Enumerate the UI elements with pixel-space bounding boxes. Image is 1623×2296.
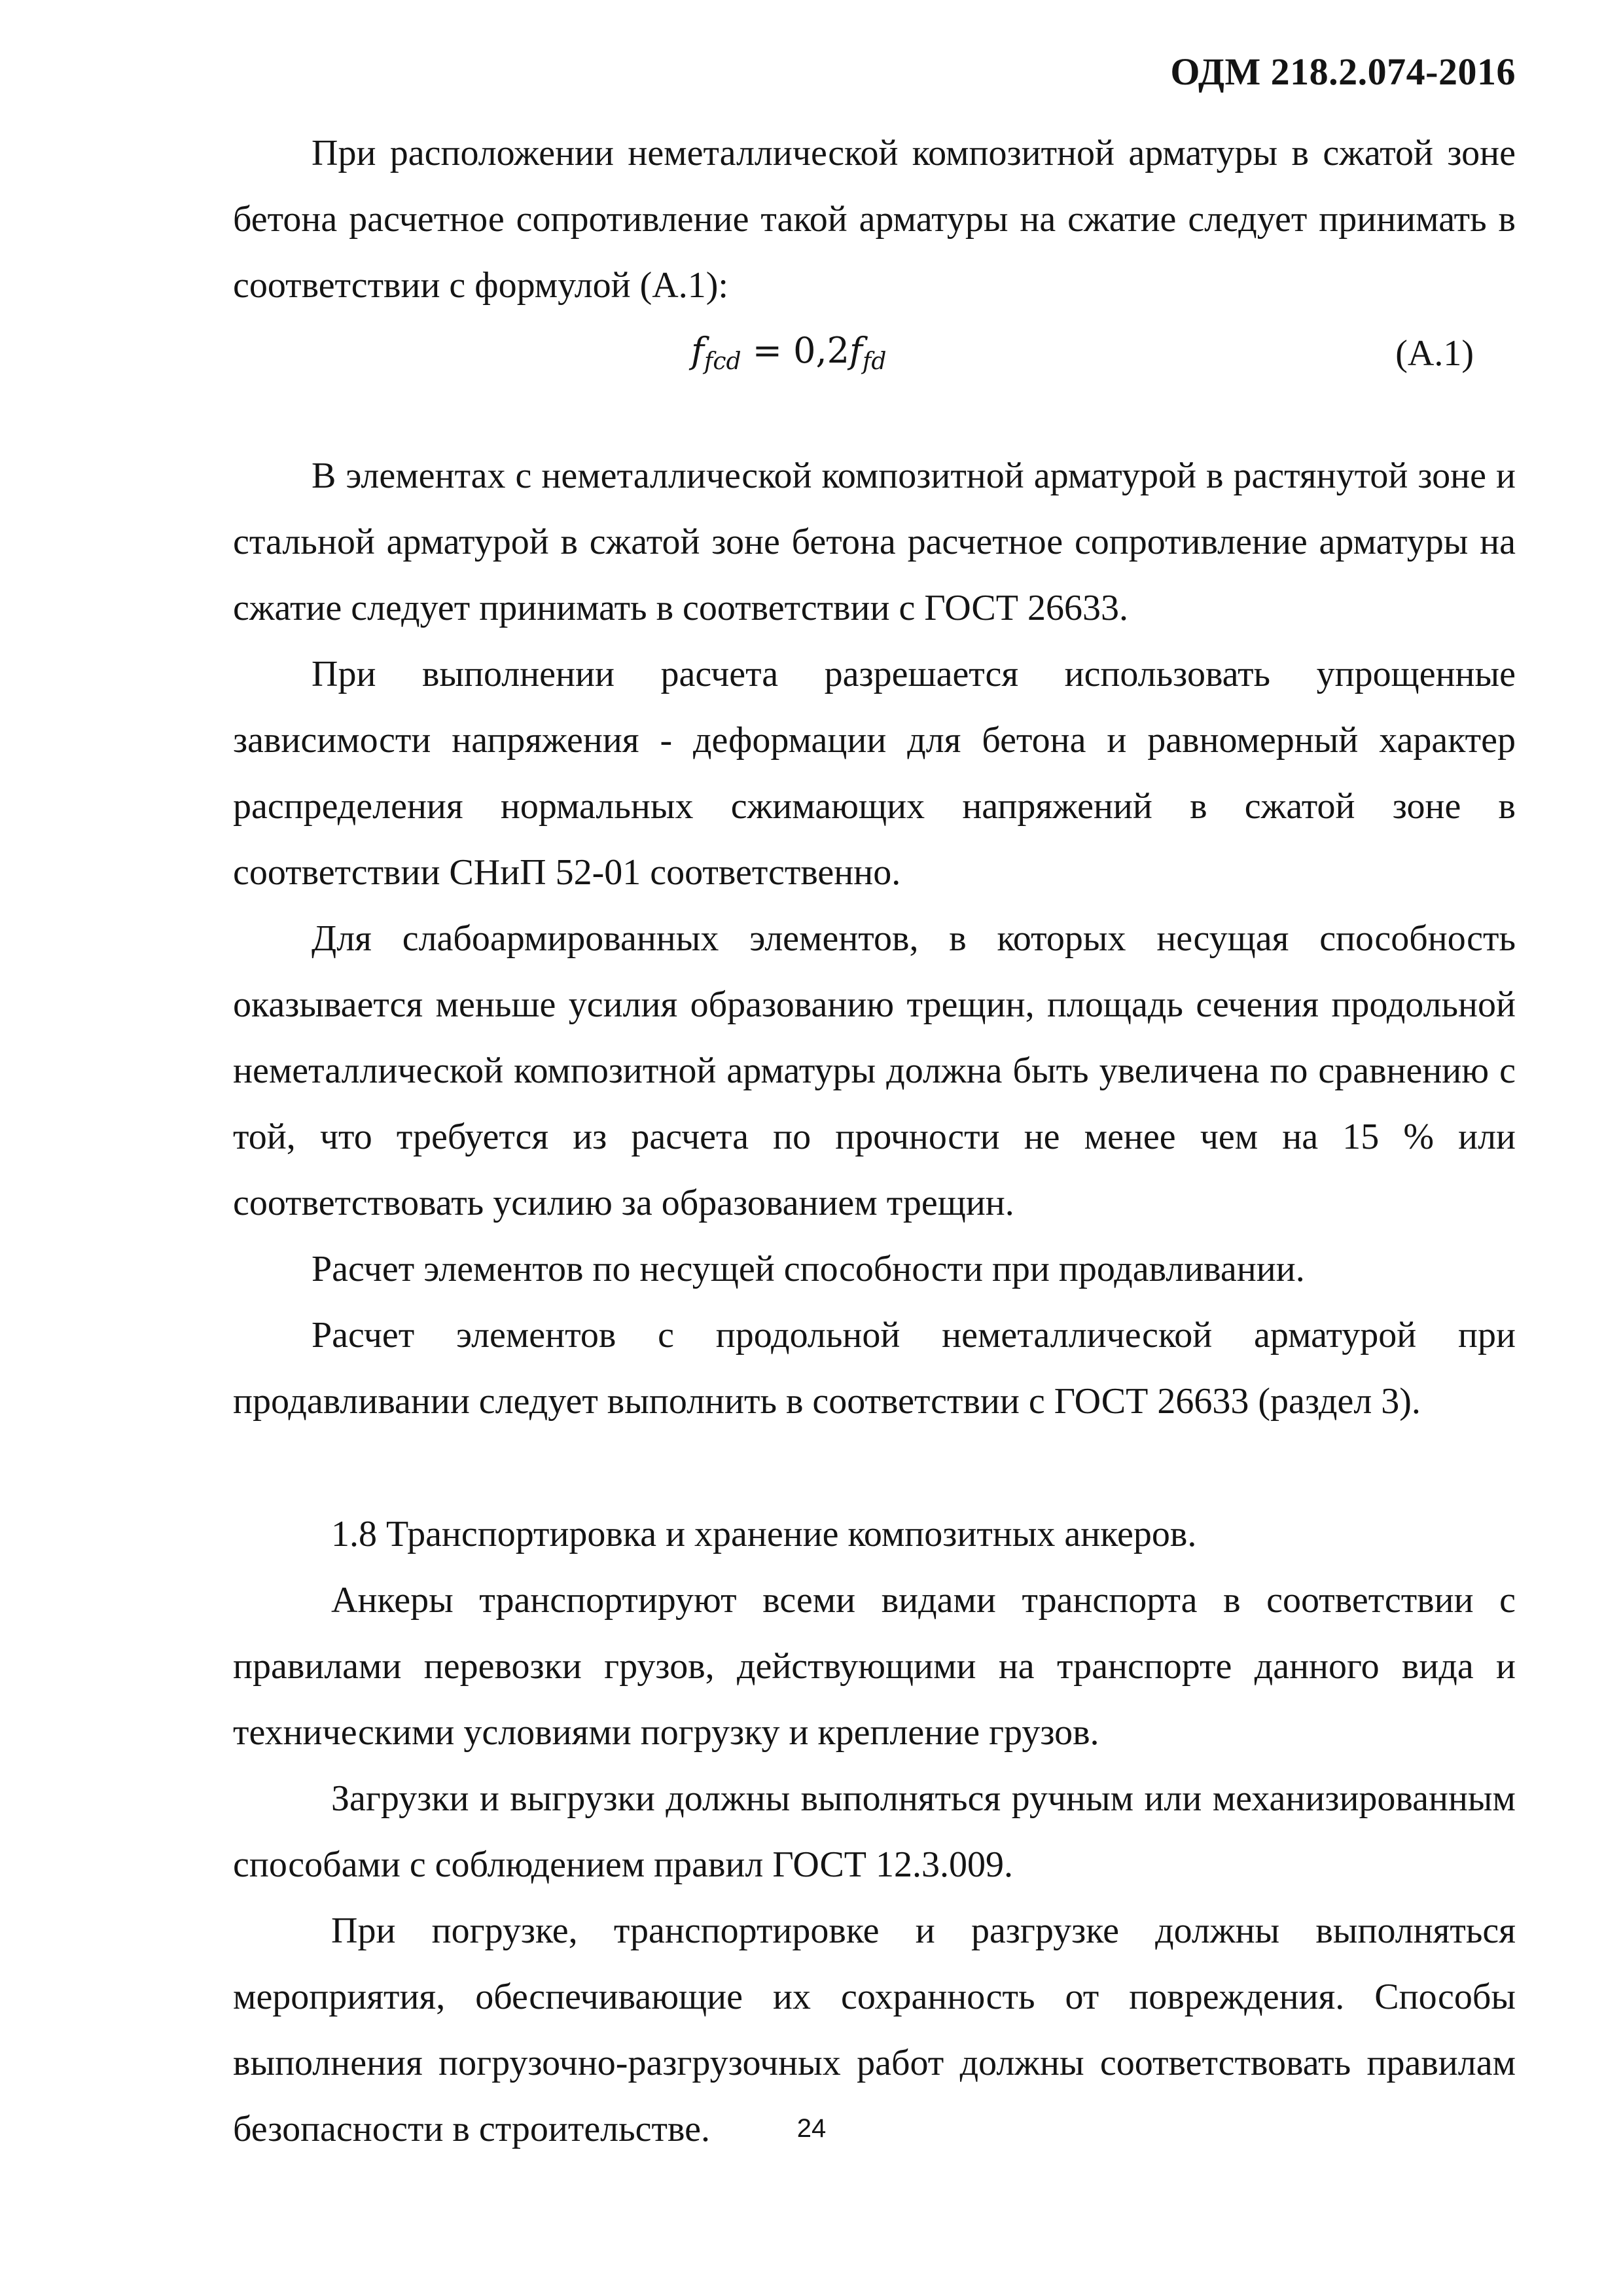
paragraph-weakly-reinforced: Для слабоармированных элементов, в которых несущая способность оказывается меньше усилия образованию трещин, площадь сечения продольной неметаллической композитной арматуры должна быть увеличена по сравнению с той, что требуется из расчета по прочности не менее чем на 15 % или соответствовать усилию за образованием трещин. xyxy=(233,918,1516,1223)
page-content xyxy=(233,120,1516,2162)
paragraph-safety: При погрузке, транспортировке и разгрузке должны выполняться мероприятия, обеспечивающие их сохранность от повреждения. Способы выполнения погрузочно-разгрузочных работ должны соответствовать правилам безопасности в строительстве. xyxy=(233,1910,1516,2149)
paragraph-punching-title: Расчет элементов по несущей способности при продавливании. xyxy=(312,1249,1305,1289)
section-heading: 1.8 Транспортировка и хранение композитных анкеров. xyxy=(331,1514,1197,1554)
formula-rhs: $f_{fd}$ xyxy=(849,330,887,375)
paragraph-transport: Анкеры транспортируют всеми видами транспорта в соответствии с правилами перевозки грузов, действующими на транспорте данного вида и техническими условиями погрузку и крепление грузов. xyxy=(233,1580,1516,1753)
paragraph-loading: Загрузки и выгрузки должны выполняться ручным или механизированным способами с соблюдением правил ГОСТ 12.3.009. xyxy=(233,1778,1516,1885)
formula-row xyxy=(233,319,1516,392)
document-code-header: ОДМ 218.2.074-2016 xyxy=(1170,50,1516,93)
formula-operator: = xyxy=(741,330,794,371)
formula-number: (А.1) xyxy=(1395,333,1474,374)
paragraph-tension-zone: В элементах с неметаллической композитной арматурой в растянутой зоне и стальной арматурой в сжатой зоне бетона расчетное сопротивление арматуры на сжатие следует принимать в соответствии с ГОСТ 26633. xyxy=(233,456,1516,628)
page-number: 24 xyxy=(796,2114,827,2143)
spacer xyxy=(233,392,1516,443)
spacer xyxy=(233,1435,1516,1501)
paragraph-punching-calc: Расчет элементов с продольной неметаллической арматурой при продавливании следует выполнить в соответствии с ГОСТ 26633 (раздел 3). xyxy=(233,1315,1516,1422)
paragraph-simplified-calc: При выполнении расчета разрешается использовать упрощенные зависимости напряжения - деформации для бетона и равномерный характер распределения нормальных сжимающих напряжений в сжатой зоне в соответствии СНиП 52-01 соответственно. xyxy=(233,654,1516,893)
formula xyxy=(691,321,886,391)
formula-lhs: $f_{fcd}$ xyxy=(691,330,741,375)
formula-coefficient: 0,2 xyxy=(793,330,849,371)
paragraph-compressed-zone: При расположении неметаллической композитной арматуры в сжатой зоне бетона расчетное сопротивление такой арматуры на сжатие следует принимать в соответствии с формулой (А.1): xyxy=(233,133,1516,306)
